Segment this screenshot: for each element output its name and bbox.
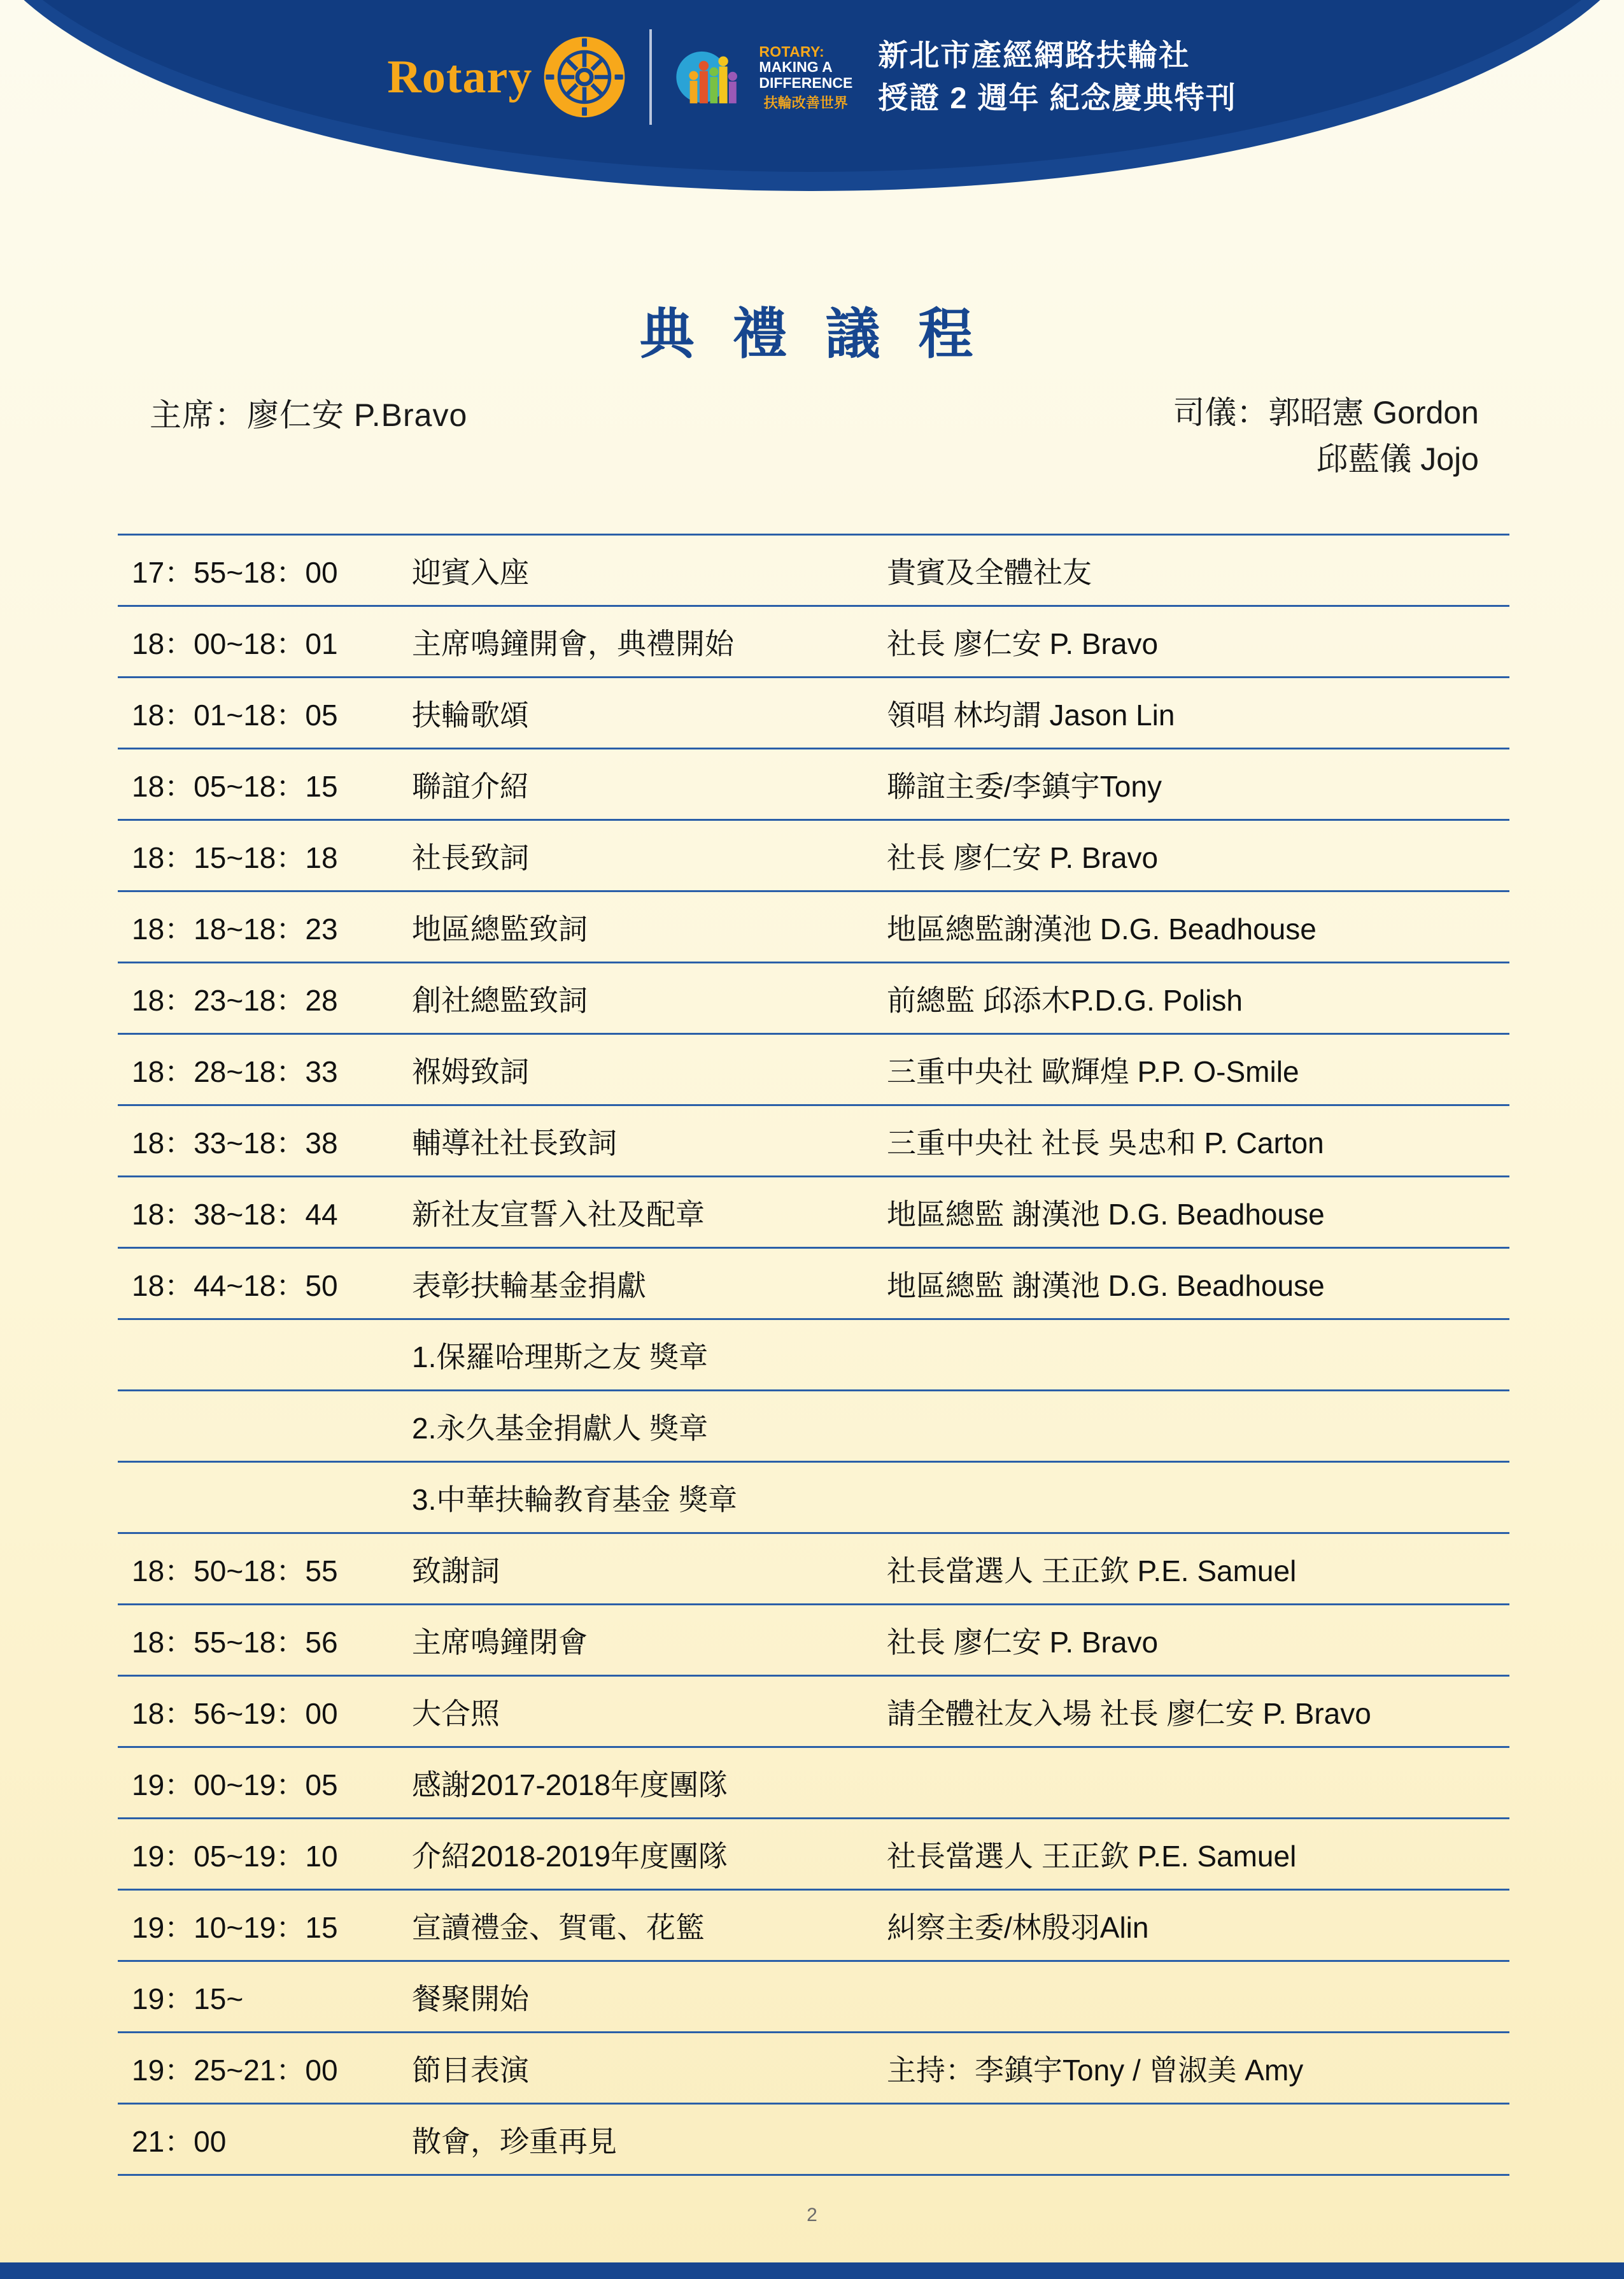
agenda-time: 18：33~18：38 bbox=[118, 1105, 406, 1177]
agenda-row bbox=[118, 820, 1509, 891]
mc-line-2: 邱藍儀 Jojo bbox=[1316, 441, 1479, 477]
agenda-person: 社長 廖仁安 P. Bravo bbox=[883, 606, 1509, 678]
agenda-person bbox=[883, 1319, 1509, 1391]
agenda-time: 18：28~18：33 bbox=[118, 1034, 406, 1105]
agenda-item: 主席鳴鐘開會，典禮開始 bbox=[406, 606, 883, 678]
agenda-time: 18：15~18：18 bbox=[118, 820, 406, 891]
agenda-row bbox=[118, 2033, 1509, 2104]
agenda-time: 18：50~18：55 bbox=[118, 1533, 406, 1605]
agenda-item: 地區總監致詞 bbox=[406, 891, 883, 963]
agenda-row bbox=[118, 1819, 1509, 1890]
agenda-person: 糾察主委/林殷羽Alin bbox=[883, 1890, 1509, 1961]
agenda-row bbox=[118, 1890, 1509, 1961]
agenda-time bbox=[118, 1319, 406, 1391]
agenda-row bbox=[118, 1961, 1509, 2033]
agenda-time: 18：01~18：05 bbox=[118, 678, 406, 749]
agenda-person: 地區總監 謝漢池 D.G. Beadhouse bbox=[883, 1177, 1509, 1248]
agenda-row bbox=[118, 963, 1509, 1034]
agenda-time: 17：55~18：00 bbox=[118, 535, 406, 606]
agenda-row bbox=[118, 1177, 1509, 1248]
agenda-sub-item: 3.中華扶輪教育基金 獎章 bbox=[406, 1462, 883, 1533]
agenda-item: 扶輪歌頌 bbox=[406, 678, 883, 749]
agenda-item: 新社友宣誓入社及配章 bbox=[406, 1177, 883, 1248]
agenda-row bbox=[118, 1462, 1509, 1533]
agenda-time: 18：44~18：50 bbox=[118, 1248, 406, 1319]
chairperson-label: 主席：廖仁安 P.Bravo bbox=[150, 397, 468, 433]
agenda-time: 21：00 bbox=[118, 2104, 406, 2175]
footer-bar bbox=[0, 2262, 1624, 2279]
agenda-item: 創社總監致詞 bbox=[406, 963, 883, 1034]
agenda-item: 餐聚開始 bbox=[406, 1961, 883, 2033]
page-number: 2 bbox=[807, 2204, 817, 2226]
agenda-item: 散會，珍重再見 bbox=[406, 2104, 883, 2175]
agenda-time: 18：55~18：56 bbox=[118, 1605, 406, 1676]
agenda-time: 19：15~ bbox=[118, 1961, 406, 2033]
agenda-person bbox=[883, 1961, 1509, 2033]
header-content bbox=[0, 29, 1624, 125]
agenda-person: 社長 廖仁安 P. Bravo bbox=[883, 1605, 1509, 1676]
agenda-time bbox=[118, 1391, 406, 1462]
agenda-item: 主席鳴鐘閉會 bbox=[406, 1605, 883, 1676]
agenda-time: 18：18~18：23 bbox=[118, 891, 406, 963]
agenda-row bbox=[118, 1034, 1509, 1105]
agenda-time: 18：00~18：01 bbox=[118, 606, 406, 678]
agenda-item: 輔導社社長致詞 bbox=[406, 1105, 883, 1177]
agenda-person: 貴賓及全體社友 bbox=[883, 535, 1509, 606]
agenda-person: 請全體社友入場 社長 廖仁安 P. Bravo bbox=[883, 1676, 1509, 1747]
agenda-item: 社長致詞 bbox=[406, 820, 883, 891]
agenda-person: 社長當選人 王正欽 P.E. Samuel bbox=[883, 1819, 1509, 1890]
agenda-row bbox=[118, 606, 1509, 678]
agenda-person: 聯誼主委/李鎮宇Tony bbox=[883, 749, 1509, 820]
agenda-time: 18：23~18：28 bbox=[118, 963, 406, 1034]
agenda-item: 致謝詞 bbox=[406, 1533, 883, 1605]
agenda-item: 褓姆致詞 bbox=[406, 1034, 883, 1105]
agenda-person: 社長當選人 王正欽 P.E. Samuel bbox=[883, 1533, 1509, 1605]
agenda-person bbox=[883, 1391, 1509, 1462]
agenda-row bbox=[118, 1676, 1509, 1747]
agenda-time: 19：25~21：00 bbox=[118, 2033, 406, 2104]
agenda-person: 三重中央社 歐輝煌 P.P. O-Smile bbox=[883, 1034, 1509, 1105]
agenda-item: 宣讀禮金、賀電、花籃 bbox=[406, 1890, 883, 1961]
publication-title-line-2: 授證 2 週年 紀念慶典特刊 bbox=[878, 81, 1237, 115]
rotary-wordmark: Rotary bbox=[387, 50, 533, 103]
agenda-time: 19：10~19：15 bbox=[118, 1890, 406, 1961]
agenda-row bbox=[118, 2104, 1509, 2175]
agenda-person: 領唱 林均謂 Jason Lin bbox=[883, 678, 1509, 749]
agenda-row bbox=[118, 1747, 1509, 1819]
agenda-row bbox=[118, 535, 1509, 606]
mc-line-1: 司儀：郭昭憲 Gordon bbox=[1173, 395, 1479, 430]
theme-line-chinese: 扶輪改善世界 bbox=[763, 94, 848, 111]
agenda-row bbox=[118, 891, 1509, 963]
agenda-time: 19：00~19：05 bbox=[118, 1747, 406, 1819]
agenda-time: 18：38~18：44 bbox=[118, 1177, 406, 1248]
agenda-item: 迎賓入座 bbox=[406, 535, 883, 606]
page-title: 典 禮 議 程 bbox=[639, 304, 985, 365]
theme-line-2: MAKING A bbox=[759, 59, 833, 76]
agenda-item: 介紹2018-2019年度團隊 bbox=[406, 1819, 883, 1890]
agenda-person bbox=[883, 1747, 1509, 1819]
agenda-row bbox=[118, 1319, 1509, 1391]
agenda-sub-item: 1.保羅哈理斯之友 獎章 bbox=[406, 1319, 883, 1391]
agenda-row bbox=[118, 1248, 1509, 1319]
agenda-person bbox=[883, 1462, 1509, 1533]
page-header bbox=[0, 0, 1624, 229]
agenda-row bbox=[118, 1605, 1509, 1676]
theme-logo bbox=[675, 39, 852, 115]
publication-title-line-1: 新北市產經網路扶輪社 bbox=[878, 38, 1190, 73]
agenda-table bbox=[118, 534, 1509, 2176]
agenda-item: 感謝2017-2018年度團隊 bbox=[406, 1747, 883, 1819]
agenda-person: 主持：李鎮宇Tony / 曾淑美 Amy bbox=[883, 2033, 1509, 2104]
agenda-item: 大合照 bbox=[406, 1676, 883, 1747]
agenda-item: 聯誼介紹 bbox=[406, 749, 883, 820]
agenda-person bbox=[883, 2104, 1509, 2175]
agenda-person: 地區總監謝漢池 D.G. Beadhouse bbox=[883, 891, 1509, 963]
agenda-row bbox=[118, 678, 1509, 749]
mc-block bbox=[1173, 390, 1479, 482]
agenda-person: 社長 廖仁安 P. Bravo bbox=[883, 820, 1509, 891]
people-logo-icon bbox=[675, 39, 750, 115]
agenda-person: 三重中央社 社長 吳忠和 P. Carton bbox=[883, 1105, 1509, 1177]
agenda-item: 表彰扶輪基金捐獻 bbox=[406, 1248, 883, 1319]
agenda-row bbox=[118, 749, 1509, 820]
agenda-time bbox=[118, 1462, 406, 1533]
agenda-row bbox=[118, 1391, 1509, 1462]
agenda-time: 18：56~19：00 bbox=[118, 1676, 406, 1747]
agenda-sub-item: 2.永久基金捐獻人 獎章 bbox=[406, 1391, 883, 1462]
theme-line-3: DIFFERENCE bbox=[759, 74, 853, 91]
agenda-row bbox=[118, 1533, 1509, 1605]
publication-title bbox=[878, 34, 1236, 119]
agenda-time: 19：05~19：10 bbox=[118, 1819, 406, 1890]
header-divider bbox=[649, 29, 652, 125]
agenda-person: 前總監 邱添木P.D.G. Polish bbox=[883, 963, 1509, 1034]
agenda-person: 地區總監 謝漢池 D.G. Beadhouse bbox=[883, 1248, 1509, 1319]
theme-text-block bbox=[759, 44, 852, 110]
agenda-time: 18：05~18：15 bbox=[118, 749, 406, 820]
theme-line-1: ROTARY: bbox=[759, 43, 824, 60]
agenda-item: 節目表演 bbox=[406, 2033, 883, 2104]
agenda-row bbox=[118, 1105, 1509, 1177]
rotary-wheel-icon bbox=[542, 35, 626, 119]
